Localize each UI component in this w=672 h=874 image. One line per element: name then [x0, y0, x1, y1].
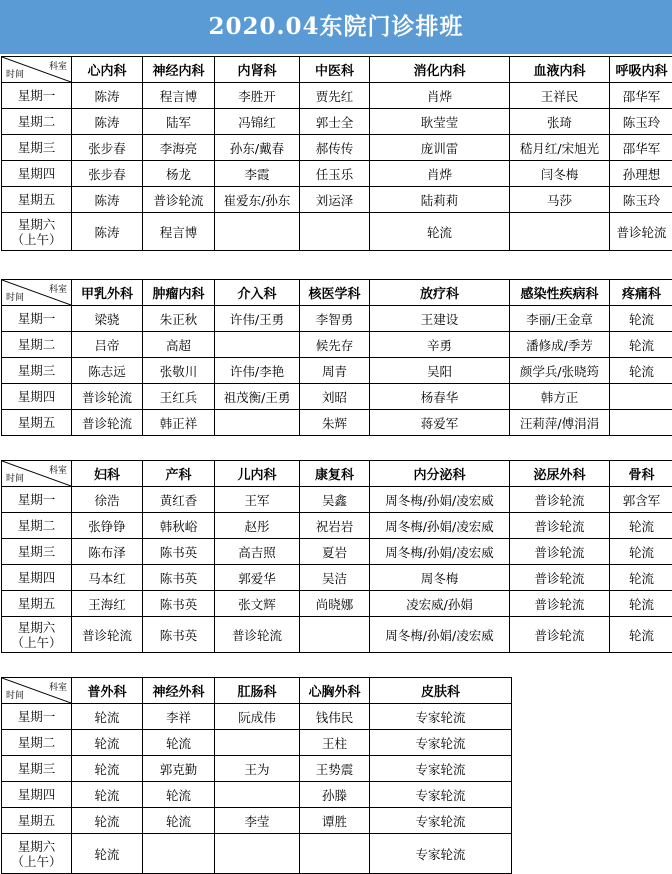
doctor-cell: 陈书英 — [143, 565, 215, 591]
doctor-cell: 韩正祥 — [143, 410, 215, 436]
doctor-cell: 普诊轮流 — [510, 565, 610, 591]
corner-dept-label: 科室 — [49, 282, 67, 295]
doctor-cell: 轮流 — [72, 834, 143, 874]
doctor-cell: 赵彤 — [215, 513, 300, 539]
department-header: 产科 — [143, 461, 215, 487]
doctor-cell: 轮流 — [610, 565, 672, 591]
doctor-cell — [143, 834, 215, 874]
doctor-cell: 普诊轮流 — [72, 410, 143, 436]
department-header: 神经内科 — [143, 57, 215, 83]
doctor-cell: 高超 — [143, 332, 215, 358]
doctor-cell: 王海红 — [72, 591, 143, 617]
department-header: 儿内科 — [215, 461, 300, 487]
day-label: 星期五 — [2, 187, 72, 213]
table-row — [2, 384, 672, 410]
doctor-cell: 凌宏威/孙娟 — [370, 591, 510, 617]
doctor-cell — [215, 410, 300, 436]
doctor-cell: 祖茂衡/王勇 — [215, 384, 300, 410]
corner-time-label: 时间 — [6, 290, 24, 303]
doctor-cell — [300, 617, 370, 653]
doctor-cell: 夏岩 — [300, 539, 370, 565]
doctor-cell: 陆军 — [143, 109, 215, 135]
doctor-cell: 陈书英 — [143, 617, 215, 653]
doctor-cell: 普诊轮流 — [610, 213, 672, 251]
day-label: 星期一 — [2, 83, 72, 109]
doctor-cell: 周青 — [300, 358, 370, 384]
doctor-cell: 普诊轮流 — [510, 591, 610, 617]
doctor-cell: 邵华军 — [610, 135, 672, 161]
doctor-cell: 肖烨 — [370, 83, 510, 109]
doctor-cell: 孙东/戴春 — [215, 135, 300, 161]
header-row — [2, 280, 672, 306]
doctor-cell: 陈玉玲 — [610, 187, 672, 213]
doctor-cell: 任玉乐 — [300, 161, 370, 187]
corner-cell — [2, 280, 72, 306]
doctor-cell: 黄红香 — [143, 487, 215, 513]
doctor-cell: 王红兵 — [143, 384, 215, 410]
doctor-cell: 马莎 — [510, 187, 610, 213]
doctor-cell: 轮流 — [72, 808, 143, 834]
day-label: 星期六 （上午） — [2, 834, 72, 874]
doctor-cell: 张步春 — [72, 161, 143, 187]
doctor-cell: 梁骁 — [72, 306, 143, 332]
doctor-cell: 轮流 — [610, 591, 672, 617]
doctor-cell: 汪莉萍/傅涓涓 — [510, 410, 610, 436]
day-label: 星期二 — [2, 730, 72, 756]
doctor-cell: 普诊轮流 — [510, 539, 610, 565]
doctor-cell: 钱伟民 — [300, 704, 370, 730]
doctor-cell: 庞训雷 — [370, 135, 510, 161]
doctor-cell: 周冬梅/孙娟/凌宏威 — [370, 487, 510, 513]
doctor-cell: 刘昭 — [300, 384, 370, 410]
table-row — [2, 358, 672, 384]
doctor-cell: 陈涛 — [72, 187, 143, 213]
doctor-cell: 李丽/王金章 — [510, 306, 610, 332]
doctor-cell — [215, 834, 300, 874]
doctor-cell: 轮流 — [610, 513, 672, 539]
doctor-cell: 冯锦红 — [215, 109, 300, 135]
day-label: 星期一 — [2, 306, 72, 332]
doctor-cell: 轮流 — [72, 730, 143, 756]
doctor-cell: 徐浩 — [72, 487, 143, 513]
doctor-cell: 普诊轮流 — [72, 384, 143, 410]
doctor-cell: 颜学兵/张晓筠 — [510, 358, 610, 384]
doctor-cell: 轮流 — [610, 617, 672, 653]
doctor-cell: 蒋爱军 — [370, 410, 510, 436]
doctor-cell: 杨龙 — [143, 161, 215, 187]
day-label: 星期四 — [2, 565, 72, 591]
department-header: 肛肠科 — [215, 678, 300, 704]
doctor-cell: 陈玉玲 — [610, 109, 672, 135]
doctor-cell: 许伟/李艳 — [215, 358, 300, 384]
doctor-cell: 邵华军 — [610, 83, 672, 109]
doctor-cell: 肖烨 — [370, 161, 510, 187]
department-header: 感染性疾病科 — [510, 280, 610, 306]
doctor-cell: 朱辉 — [300, 410, 370, 436]
day-label: 星期六 （上午） — [2, 617, 72, 653]
doctor-cell: 陈书英 — [143, 539, 215, 565]
doctor-cell: 贾先红 — [300, 83, 370, 109]
doctor-cell: 王祥民 — [510, 83, 610, 109]
department-header: 泌尿外科 — [510, 461, 610, 487]
schedule-table — [1, 56, 672, 251]
day-label: 星期三 — [2, 756, 72, 782]
doctor-cell: 韩秋峪 — [143, 513, 215, 539]
doctor-cell: 韩方正 — [510, 384, 610, 410]
table-row — [2, 487, 672, 513]
doctor-cell: 郭爱华 — [215, 565, 300, 591]
day-label: 星期五 — [2, 591, 72, 617]
corner-cell — [2, 461, 72, 487]
doctor-cell: 王军 — [215, 487, 300, 513]
doctor-cell: 辛勇 — [370, 332, 510, 358]
day-label: 星期四 — [2, 384, 72, 410]
corner-cell — [2, 57, 72, 83]
doctor-cell: 陈布泽 — [72, 539, 143, 565]
doctor-cell — [300, 834, 370, 874]
doctor-cell: 陈涛 — [72, 83, 143, 109]
doctor-cell — [610, 384, 672, 410]
table-row — [2, 187, 672, 213]
department-header: 消化内科 — [370, 57, 510, 83]
doctor-cell: 谭胜 — [300, 808, 370, 834]
department-header: 呼吸内科 — [610, 57, 672, 83]
day-label: 星期三 — [2, 539, 72, 565]
doctor-cell: 祝岩岩 — [300, 513, 370, 539]
doctor-cell: 张敬川 — [143, 358, 215, 384]
table-row — [2, 591, 672, 617]
doctor-cell: 李胜开 — [215, 83, 300, 109]
department-header: 骨科 — [610, 461, 672, 487]
department-header: 放疗科 — [370, 280, 510, 306]
department-header: 肿瘤内科 — [143, 280, 215, 306]
doctor-cell: 轮流 — [610, 306, 672, 332]
day-label: 星期二 — [2, 109, 72, 135]
doctor-cell: 郭士全 — [300, 109, 370, 135]
corner-dept-label: 科室 — [49, 680, 67, 693]
corner-dept-label: 科室 — [49, 59, 67, 72]
doctor-cell: 轮流 — [72, 782, 143, 808]
doctor-cell: 陆莉莉 — [370, 187, 510, 213]
department-header: 介入科 — [215, 280, 300, 306]
doctor-cell: 朱正秋 — [143, 306, 215, 332]
table-row — [2, 565, 672, 591]
doctor-cell: 轮流 — [72, 756, 143, 782]
doctor-cell: 杨春华 — [370, 384, 510, 410]
doctor-cell: 周冬梅/孙娟/凌宏威 — [370, 513, 510, 539]
doctor-cell: 周冬梅/孙娟/凌宏威 — [370, 539, 510, 565]
doctor-cell: 普诊轮流 — [510, 513, 610, 539]
doctor-cell: 王建设 — [370, 306, 510, 332]
department-header: 甲乳外科 — [72, 280, 143, 306]
doctor-cell: 候先存 — [300, 332, 370, 358]
doctor-cell: 郝传传 — [300, 135, 370, 161]
department-header: 心内科 — [72, 57, 143, 83]
doctor-cell: 孙理想 — [610, 161, 672, 187]
doctor-cell: 尚晓娜 — [300, 591, 370, 617]
doctor-cell: 周冬梅 — [370, 565, 510, 591]
doctor-cell: 陈涛 — [72, 109, 143, 135]
table-row — [2, 834, 512, 874]
department-header: 普外科 — [72, 678, 143, 704]
corner-time-label: 时间 — [6, 471, 24, 484]
department-header: 中医科 — [300, 57, 370, 83]
doctor-cell: 张铮铮 — [72, 513, 143, 539]
doctor-cell: 刘运泽 — [300, 187, 370, 213]
doctor-cell: 耿莹莹 — [370, 109, 510, 135]
doctor-cell: 普诊轮流 — [510, 617, 610, 653]
doctor-cell: 专家轮流 — [370, 782, 512, 808]
table-row — [2, 782, 512, 808]
doctor-cell: 轮流 — [72, 704, 143, 730]
header-row — [2, 57, 672, 83]
doctor-cell — [215, 730, 300, 756]
doctor-cell: 吴鑫 — [300, 487, 370, 513]
doctor-cell: 周冬梅/孙娟/凌宏威 — [370, 617, 510, 653]
doctor-cell: 张步春 — [72, 135, 143, 161]
doctor-cell: 陈志远 — [72, 358, 143, 384]
doctor-cell — [510, 213, 610, 251]
doctor-cell: 郭克勤 — [143, 756, 215, 782]
department-header: 内分泌科 — [370, 461, 510, 487]
doctor-cell: 李祥 — [143, 704, 215, 730]
doctor-cell: 普诊轮流 — [510, 487, 610, 513]
doctor-cell — [300, 213, 370, 251]
doctor-cell: 高吉照 — [215, 539, 300, 565]
doctor-cell — [610, 410, 672, 436]
department-header: 康复科 — [300, 461, 370, 487]
department-header: 内肾科 — [215, 57, 300, 83]
doctor-cell: 李霞 — [215, 161, 300, 187]
department-header: 妇科 — [72, 461, 143, 487]
doctor-cell — [215, 332, 300, 358]
department-header: 核医学科 — [300, 280, 370, 306]
table-row — [2, 513, 672, 539]
day-label: 星期一 — [2, 704, 72, 730]
corner-time-label: 时间 — [6, 67, 24, 80]
doctor-cell: 张琦 — [510, 109, 610, 135]
doctor-cell: 李智勇 — [300, 306, 370, 332]
doctor-cell: 许伟/王勇 — [215, 306, 300, 332]
header-row — [2, 461, 672, 487]
doctor-cell: 吴洁 — [300, 565, 370, 591]
day-label: 星期三 — [2, 358, 72, 384]
doctor-cell: 马本红 — [72, 565, 143, 591]
doctor-cell: 程言博 — [143, 83, 215, 109]
day-label: 星期五 — [2, 410, 72, 436]
doctor-cell — [215, 782, 300, 808]
doctor-cell: 专家轮流 — [370, 756, 512, 782]
day-label: 星期三 — [2, 135, 72, 161]
corner-time-label: 时间 — [6, 688, 24, 701]
doctor-cell: 轮流 — [610, 332, 672, 358]
doctor-cell: 吕帝 — [72, 332, 143, 358]
department-header: 血液内科 — [510, 57, 610, 83]
schedule-table — [1, 279, 672, 436]
doctor-cell: 王柱 — [300, 730, 370, 756]
table-row — [2, 756, 512, 782]
doctor-cell: 李海亮 — [143, 135, 215, 161]
table-row — [2, 213, 672, 251]
department-header: 神经外科 — [143, 678, 215, 704]
doctor-cell: 吴阳 — [370, 358, 510, 384]
doctor-cell: 陈书英 — [143, 591, 215, 617]
day-label: 星期四 — [2, 161, 72, 187]
day-label: 星期五 — [2, 808, 72, 834]
table-row — [2, 704, 512, 730]
doctor-cell: 专家轮流 — [370, 834, 512, 874]
table-row — [2, 410, 672, 436]
doctor-cell: 普诊轮流 — [215, 617, 300, 653]
doctor-cell: 专家轮流 — [370, 704, 512, 730]
department-header: 心胸外科 — [300, 678, 370, 704]
doctor-cell: 程言博 — [143, 213, 215, 251]
corner-cell — [2, 678, 72, 704]
doctor-cell: 王为 — [215, 756, 300, 782]
table-row — [2, 306, 672, 332]
corner-dept-label: 科室 — [49, 463, 67, 476]
doctor-cell: 轮流 — [143, 808, 215, 834]
day-label: 星期六 （上午） — [2, 213, 72, 251]
doctor-cell: 专家轮流 — [370, 808, 512, 834]
table-row — [2, 161, 672, 187]
doctor-cell: 张文辉 — [215, 591, 300, 617]
table-row — [2, 109, 672, 135]
header-row — [2, 678, 512, 704]
table-row — [2, 332, 672, 358]
schedule-table — [1, 460, 672, 653]
doctor-cell: 王势震 — [300, 756, 370, 782]
table-row — [2, 730, 512, 756]
doctor-cell: 闫冬梅 — [510, 161, 610, 187]
table-row — [2, 617, 672, 653]
page-title: 2020.04东院门诊排班 — [0, 0, 672, 54]
doctor-cell: 普诊轮流 — [143, 187, 215, 213]
day-label: 星期一 — [2, 487, 72, 513]
table-row — [2, 539, 672, 565]
doctor-cell: 轮流 — [143, 782, 215, 808]
day-label: 星期二 — [2, 513, 72, 539]
doctor-cell: 专家轮流 — [370, 730, 512, 756]
table-row — [2, 808, 512, 834]
doctor-cell: 陈涛 — [72, 213, 143, 251]
doctor-cell: 轮流 — [610, 539, 672, 565]
doctor-cell: 轮流 — [143, 730, 215, 756]
doctor-cell — [215, 213, 300, 251]
table-row — [2, 135, 672, 161]
doctor-cell: 孙滕 — [300, 782, 370, 808]
department-header: 疼痛科 — [610, 280, 672, 306]
department-header: 皮肤科 — [370, 678, 512, 704]
doctor-cell: 普诊轮流 — [72, 617, 143, 653]
doctor-cell: 轮流 — [610, 358, 672, 384]
doctor-cell: 崔爱东/孙东 — [215, 187, 300, 213]
table-row — [2, 83, 672, 109]
day-label: 星期二 — [2, 332, 72, 358]
doctor-cell: 李莹 — [215, 808, 300, 834]
schedule-table — [1, 677, 512, 874]
doctor-cell: 阮成伟 — [215, 704, 300, 730]
day-label: 星期四 — [2, 782, 72, 808]
doctor-cell: 嵇月红/宋旭光 — [510, 135, 610, 161]
doctor-cell: 轮流 — [370, 213, 510, 251]
doctor-cell: 郭含军 — [610, 487, 672, 513]
doctor-cell: 潘修成/季芳 — [510, 332, 610, 358]
